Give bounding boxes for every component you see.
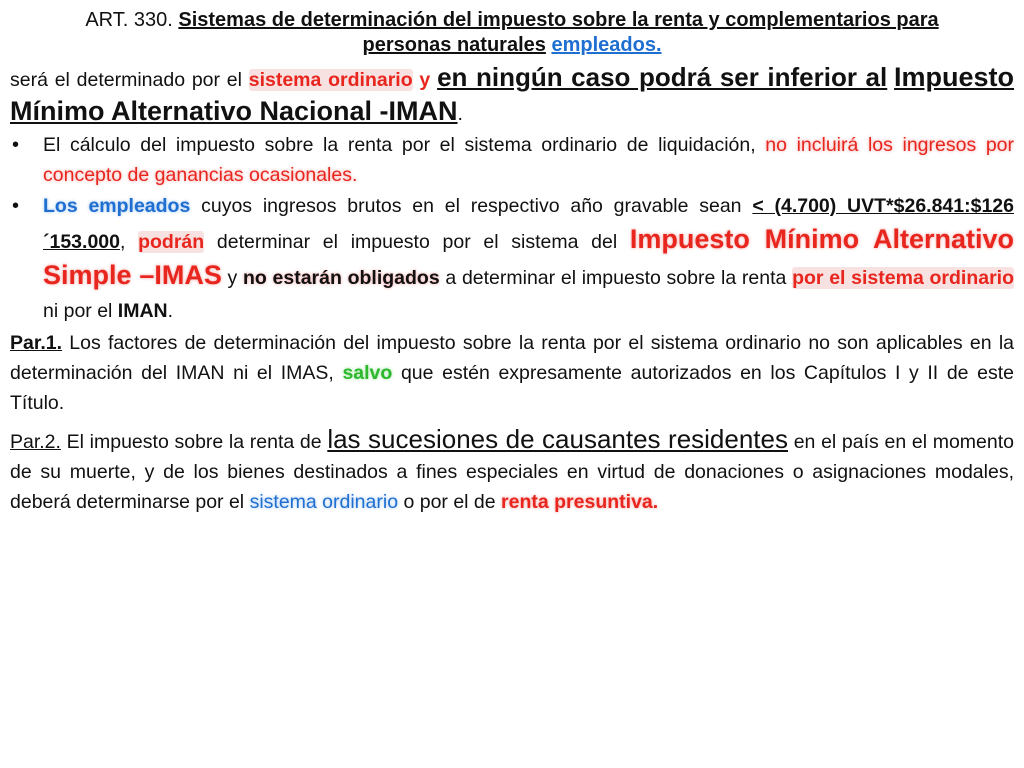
intro-emphasis: en ningún caso podrá ser inferior al (437, 62, 888, 92)
bullet2-podran: podrán (138, 231, 205, 253)
article-title (10, 8, 1014, 58)
intro-text-1: será el determinado por el (10, 69, 242, 91)
par2-text-3: o por el de (403, 491, 496, 513)
bullet2-empleados: Los empleados (43, 195, 191, 217)
par2-renta-presuntiva: renta presuntiva. (501, 491, 659, 513)
bullet2-imas: Impuesto Mínimo Alternativo Simple –IMAS (43, 224, 1014, 290)
bullet2-comma: , (119, 231, 126, 253)
bullet2-sistema-ordinario: por el sistema ordinario (792, 267, 1014, 289)
bullet2-y: y (227, 267, 238, 289)
par2-label: Par.2. (10, 431, 61, 453)
intro-paragraph (10, 62, 1014, 130)
intro-sistema-ordinario: sistema ordinario (248, 69, 413, 91)
bullet-list (10, 130, 1014, 328)
article-heading-line2a: personas naturales (362, 34, 546, 56)
par2-text-1: El impuesto sobre la renta de (66, 431, 322, 453)
intro-period: . (457, 103, 463, 125)
paragrafo-1 (10, 328, 1014, 418)
article-heading-line1: Sistemas de determinación del impuesto sobre la renta y complementarios para (178, 9, 939, 31)
par2-sistema-ordinario: sistema ordinario (249, 491, 399, 513)
bullet1-text: El cálculo del impuesto sobre la renta por el sistema ordinario de liquidación, (43, 134, 756, 156)
article-number: ART. 330. (85, 9, 173, 31)
bullet-item-1 (10, 130, 1014, 190)
bullet2-text-2: determinar el impuesto por el sistema del (216, 231, 618, 253)
bullet1-highlight: no incluirá los ingresos por concepto de ganancias ocasionales. (43, 134, 1015, 186)
bullet2-uvt-amount: < (4.700) UVT*$26.841:$126´153.000 (43, 195, 1014, 253)
par2-text-2: en el país en el momento de su muerte, y de los bienes destinados a fines especiales en virtud de donaciones o asignaciones modales, deberá determinarse por el (10, 431, 1014, 513)
par1-text-1: Los factores de determinación del impuesto sobre la renta por el sistema ordinario no son aplicables en la determinación del IMAN ni el IMAS, (10, 332, 1014, 384)
article-heading-line2b: empleados. (551, 34, 662, 56)
par1-label: Par.1. (10, 332, 63, 354)
par1-text-2: que estén expresamente autorizados en los Capítulos I y II de este Título. (10, 362, 1014, 414)
par1-salvo: salvo (342, 362, 393, 384)
bullet2-text-3: a determinar el impuesto sobre la renta (445, 267, 787, 289)
bullet2-iman: IMAN (117, 300, 168, 322)
bullet2-text-1: cuyos ingresos brutos en el respectivo año gravable sean (201, 195, 742, 217)
bullet2-text-4: ni por el (43, 300, 113, 322)
par2-sucesiones: las sucesiones de causantes residentes (327, 424, 788, 454)
bullet2-no-obligados: no estarán obligados (243, 267, 440, 289)
bullet-item-2 (10, 190, 1014, 328)
intro-iman: Impuesto Mínimo Alternativo Nacional -IMAN (10, 62, 1015, 126)
paragrafo-2 (10, 424, 1014, 517)
intro-y: y (419, 69, 431, 91)
bullet2-period: . (167, 300, 174, 322)
